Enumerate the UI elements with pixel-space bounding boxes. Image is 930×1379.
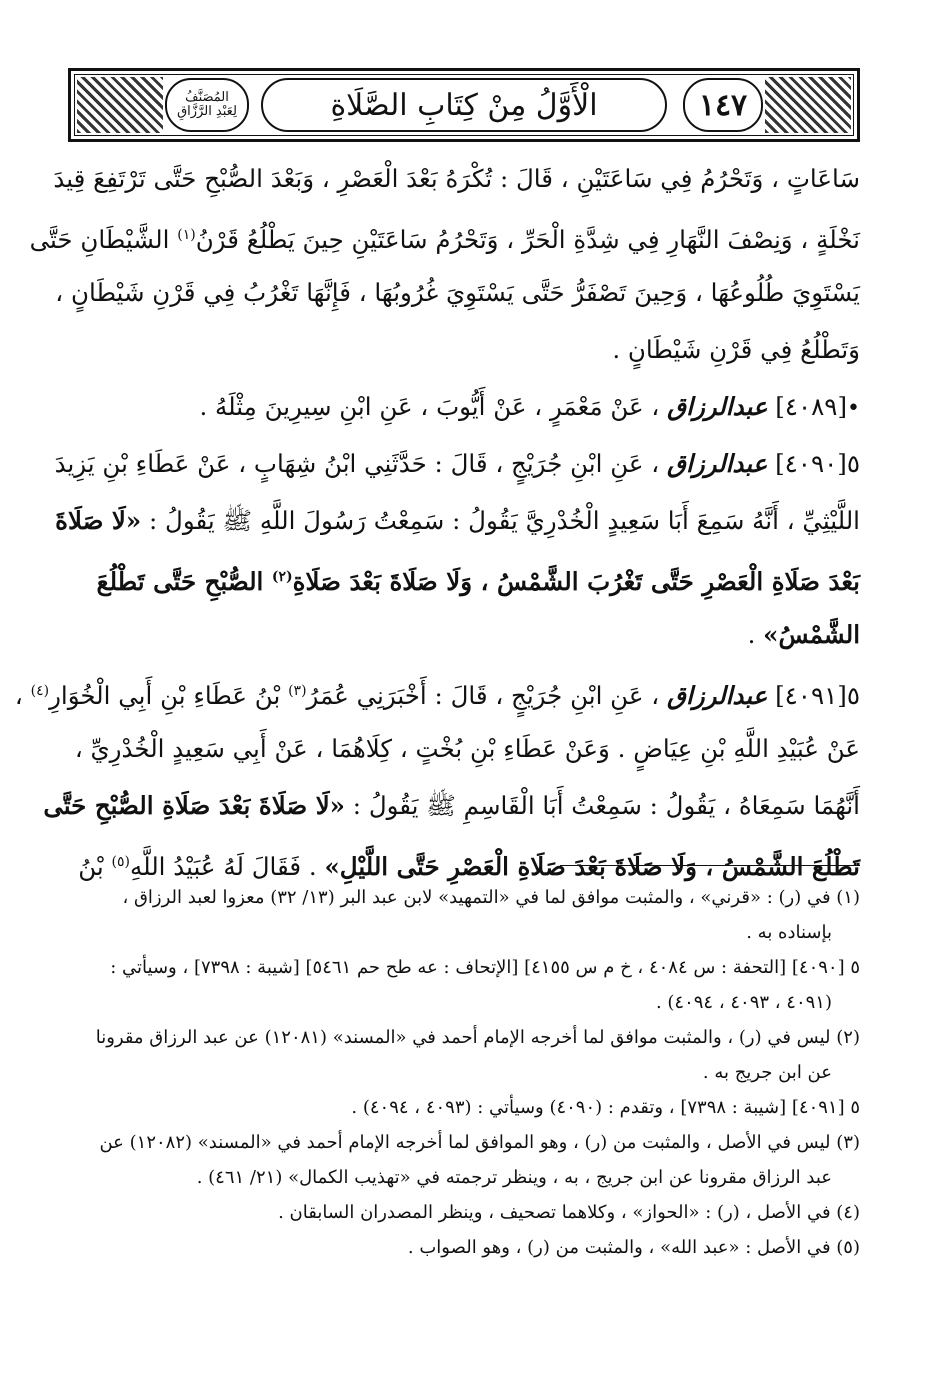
page-number: ١٤٧ (683, 78, 763, 132)
footnote-line: بإسناده به . (746, 922, 832, 943)
narrator-name: عبدالرزاق (666, 449, 768, 478)
hadith-quote: «لَا صَلَاةَ بَعْدَ صَلَاةِ الصُّبْحِ حَتَّى (43, 791, 345, 820)
footnote-line: عبد الرزاق مقرونا عن ابن جريج ، به ، وينظر ترجمته في «تهذيب الكمال» (٢١/ ٤٦١) . (196, 1167, 832, 1188)
hadith-4090 (54, 435, 860, 492)
text-line (43, 777, 860, 834)
hadith-quote: بَعْدَ صَلَاةِ الْعَصْرِ حَتَّى تَغْرُبَ الشَّمْسُ ، وَلَا صَلَاةَ بَعْدَ صَلَاةِ (292, 567, 860, 597)
bullet-marker: • (847, 396, 860, 421)
logo-line-1: المُصَنَّفُ (185, 90, 229, 105)
text-line (29, 207, 860, 264)
text-line: يَسْتَوِيَ طُلُوعُهَا ، وَحِينَ تَصْفَرُّ حَتَّى يَسْتَوِيَ غُرُوبُهَا ، فَإِنَّهَا تَغْرُبُ فِي قَرْنِ شَيْطَانٍ ، (55, 278, 860, 307)
footnote-line: (٤) في الأصل ، (ر) : «الحواز» ، وكلاهما تصحيف ، وينظر المصدران السابقان . (278, 1202, 860, 1223)
text-span: ، (14, 681, 31, 711)
footnote-line: (٥) في الأصل : «عبد الله» ، والمثبت من (ر) ، وهو الصواب . (407, 1237, 860, 1258)
footnotes (70, 880, 860, 1265)
ornament-right-icon (765, 77, 851, 133)
footnote-line: (١) في (ر) : «قرني» ، والمثبت موافق لما في «التمهيد» لابن عبد البر (١٣/ ٣٢) معزوا لعبد الرزاق ، (122, 887, 860, 908)
footnote-ref[interactable]: (٢) (271, 569, 293, 585)
hadith-4089 (158, 378, 860, 435)
text-span: اللَّيْثِيِّ ، أَنَّهُ سَمِعَ أَبَا سَعِيدٍ الْخُدْرِيَّ يَقُولُ : سَمِعْتُ رَسُولَ اللَّهِ ﷺ يَقُولُ : (141, 506, 860, 535)
text-line: سَاعَاتٍ ، وَتَحْرُمُ فِي سَاعَتَيْنِ ، قَالَ : تُكْرَهُ بَعْدَ الْعَصْرِ ، وَبَعْدَ الصُّبْحِ حَتَّى تَرْتَفِعَ قِيدَ (53, 164, 860, 193)
main-text (14, 150, 860, 891)
text-span: الشَّيْطَانِ حَتَّى (29, 225, 178, 255)
text-span: بْنُ عَطَاءِ بْنِ أَبِي الْخُوَارِ (49, 681, 289, 711)
hadith-quote: الصُّبْحِ حَتَّى تَطْلُعَ (96, 567, 272, 597)
page-header (68, 68, 860, 142)
hadith-number: [٤٠٩٠] (775, 449, 847, 478)
text-span: نَخْلَةٍ ، وَنِصْفَ النَّهَارِ فِي شِدَّةِ الْحَرِّ ، وَتَحْرُمُ سَاعَتَيْنِ حِينَ يَطْلُعُ قَرْنُ (195, 225, 860, 255)
text-line: وَتَطْلُعُ فِي قَرْنِ شَيْطَانٍ . (612, 335, 860, 364)
narrator-name: عبدالرزاق (666, 681, 768, 711)
book-logo (165, 78, 249, 132)
text-line (158, 606, 860, 663)
text-span: . فَقَالَ لَهُ عُبَيْدُ اللَّهِ (129, 852, 325, 882)
footnote-divider (560, 865, 860, 866)
text-span: ، عَنْ مَعْمَرٍ ، عَنْ أَيُّوبَ ، عَنِ ابْنِ سِيرِينَ مِثْلَهُ . (199, 392, 660, 421)
footnote-line: ٥ [٤٠٩٠] [التحفة : س ٤٠٨٤ ، خ م س ٤١٥٥] [الإتحاف : عه طح حم ٥٤٦١] [شيبة : ٧٣٩٨] ، وسيأتي : (110, 957, 860, 978)
text-line (96, 549, 860, 606)
footnote-line: (٤٠٩١ ، ٤٠٩٣ ، ٤٠٩٤) . (655, 992, 832, 1013)
footnote-line: (٣) ليس في الأصل ، والمثبت من (ر) ، وهو الموافق لما أخرجه الإمام أحمد في «المسند» (١٢٠٨٢) عن (99, 1132, 860, 1153)
text-line (55, 492, 860, 549)
footnote-ref[interactable]: (٣) (288, 683, 307, 699)
hadith-number: [٤٠٨٩] (775, 392, 848, 421)
hadith-quote: تَطْلُعَ الشَّمْسُ ، وَلَا صَلَاةَ بَعْدَ صَلَاةِ الْعَصْرِ حَتَّى اللَّيْلِ» (324, 852, 860, 882)
hadith-4091 (14, 663, 860, 720)
text-span: بْنُ (78, 852, 112, 882)
footnote-line: عن ابن جريج به . (702, 1062, 832, 1083)
footnote-ref[interactable]: (١) (177, 227, 196, 243)
hadith-quote: الشَّمْسُ» (763, 620, 860, 649)
footnote-ref[interactable]: (٥) (111, 854, 130, 870)
footnote-line: (٢) ليس في (ر) ، والمثبت موافق لما أخرجه الإمام أحمد في «المسند» (١٢٠٨١) عن عبد الرزاق مقرونا (95, 1027, 860, 1048)
text-span: ، عَنِ ابْنِ جُرَيْجٍ ، قَالَ : حَدَّثَنِي ابْنُ شِهَابٍ ، عَنْ عَطَاءِ بْنِ يَزِيدَ (54, 449, 660, 478)
chapter-title: الْأَوَّلُ مِنْ كِتَابِ الصَّلَاةِ (261, 78, 667, 132)
narrator-name: عبدالرزاق (667, 392, 768, 421)
footnote-line: ٥ [٤٠٩١] [شيبة : ٧٣٩٨] ، وتقدم : (٤٠٩٠) وسيأتي : (٤٠٩٣ ، ٤٠٩٤) . (351, 1097, 860, 1118)
ornament-left-icon (77, 77, 163, 133)
text-span: أَنَّهُمَا سَمِعَاهُ ، يَقُولُ : سَمِعْتُ أَبَا الْقَاسِمِ ﷺ يَقُولُ : (344, 791, 860, 820)
logo-line-2: لِعَبْدِ الرَّزَّاقِ (177, 104, 237, 119)
circle-marker: ٥ (846, 449, 860, 478)
text-span: ، عَنِ ابْنِ جُرَيْجٍ ، قَالَ : أَخْبَرَنِي عُمَرُ (306, 681, 660, 711)
text-span: . (747, 620, 764, 649)
text-line: عَنْ عُبَيْدِ اللَّهِ بْنِ عِيَاضٍ . وَعَنْ عَطَاءِ بْنِ بُخْتٍ ، كِلَاهُمَا ، عَنْ أَبِي سَعِيدٍ الْخُدْرِيِّ ، (74, 734, 860, 763)
hadith-quote: «لَا صَلَاةَ (55, 506, 142, 535)
footnote-ref[interactable]: (٤) (30, 683, 50, 699)
hadith-number: [٤٠٩١] (775, 681, 847, 711)
circle-marker: ٥ (846, 681, 860, 711)
